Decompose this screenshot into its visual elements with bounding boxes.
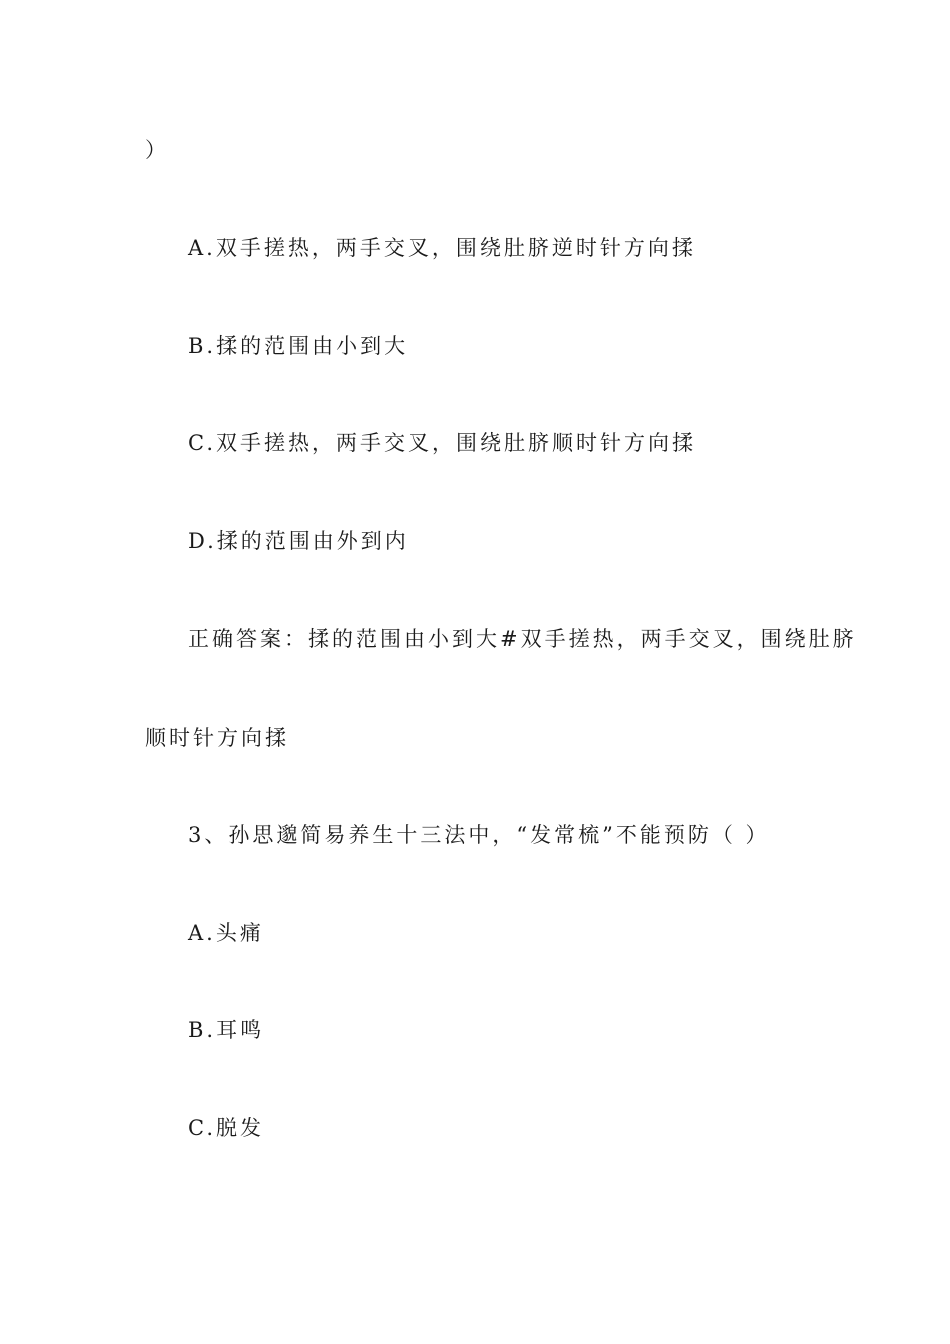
q3-option-a: A.头痛: [188, 921, 264, 945]
correct-answer-continued: 顺时针方向揉: [145, 726, 289, 750]
q3-option-c: C.脱发: [188, 1116, 264, 1140]
q3-option-b: B.耳鸣: [188, 1018, 265, 1042]
question-3: 3、孙思邈简易养生十三法中，“发常梳”不能预防（ ）: [188, 823, 770, 847]
option-b: B.揉的范围由小到大: [188, 334, 409, 358]
correct-answer: 正确答案：揉的范围由小到大#双手搓热，两手交叉，围绕肚脐: [188, 627, 857, 651]
question-closing-paren: ）: [145, 138, 169, 162]
option-c: C.双手搓热，两手交叉，围绕肚脐顺时针方向揉: [188, 431, 696, 455]
option-d: D.揉的范围由外到内: [188, 529, 409, 553]
option-a: A.双手搓热，两手交叉，围绕肚脐逆时针方向揉: [188, 236, 696, 260]
